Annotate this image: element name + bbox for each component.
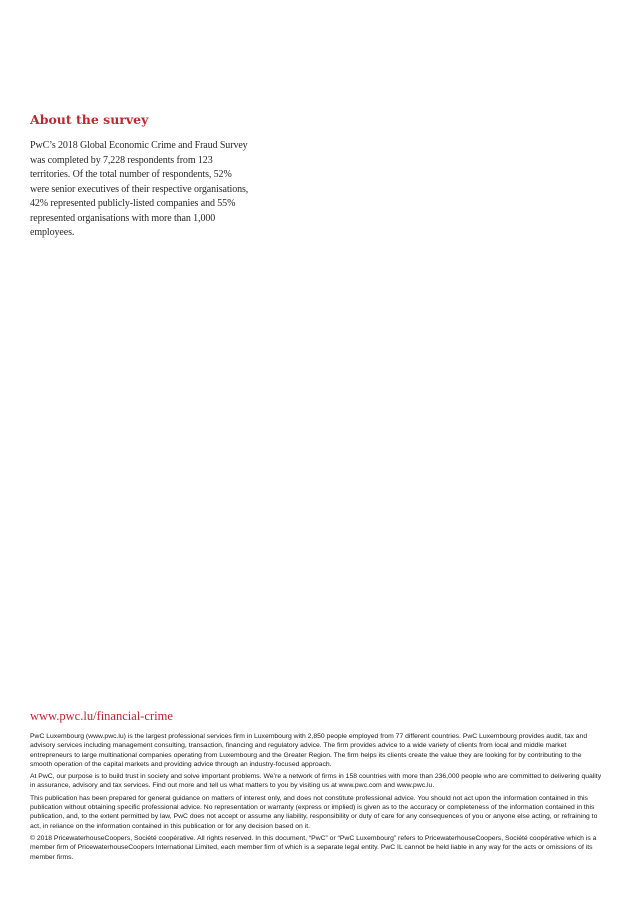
footer-paragraph-about-pwc-luxembourg: PwC Luxembourg (www.pwc.lu) is the largest professional services firm in Luxembourg with 2,850 people employed from 77 different countries. PwC Luxembourg provides audit, tax and advisory services including management consulting, transaction, financing and regulatory advice. The firm provides advice to a wide variety of clients from local and middle market entrepreneurs to large multinational companies operating from Luxembourg and the Greater Region. The firm helps its clients create the value they are looking for by contributing to the smooth operation of the capital markets and providing advice through an industry-focused approach.	[30, 733, 588, 768]
financial-crime-link[interactable]: www.pwc.lu/financial-crime	[30, 709, 173, 723]
page-footer	[30, 708, 602, 865]
footer-paragraph-copyright: © 2018 PricewaterhouseCoopers, Société coopérative. All rights reserved. In this document, “PwC” or “PwC Luxembourg” refers to PricewaterhouseCoopers, Société coopérative which is a member firm of PricewaterhouseCoopers International Limited, each member firm of which is a separate legal entity. PwC IL cannot be held liable in any way for the acts or omissions of its member firms.	[30, 834, 597, 861]
about-survey-heading: About the survey	[30, 112, 149, 127]
footer-paragraph-disclaimer: This publication has been prepared for general guidance on matters of interest only, and does not constitute professional advice. You should not act upon the information contained in this publication without obtaining specific professional advice. No representation or warranty (express or implied) is given as to the accuracy or completeness of the information contained in this publication, and, to the extent permitted by law, PwC does not accept or assume any liability, responsibility or duty of care for any consequences of you or anyone else acting, or refraining to act, in reliance on the information contained in this publication or for any decision based on it.	[30, 794, 598, 830]
about-survey-body: PwC’s 2018 Global Economic Crime and Fraud Survey was completed by 7,228 respondents from 123 territories. Of the total number of respondents, 52% were senior executives of their respective organisations, 42% represented publicly-listed companies and 55% represented organisations with more than 1,000 employees.	[30, 140, 249, 238]
footer-paragraph-pwc-purpose: At PwC, our purpose is to build trust in society and solve important problems. We’re a network of firms in 158 countries with more than 236,000 people who are committed to delivering quality in assurance, advisory and tax services. Find out more and tell us what matters to you by visiting us at www.pwc.com and www.pwc.lu.	[30, 773, 602, 790]
about-survey-section	[30, 112, 252, 241]
